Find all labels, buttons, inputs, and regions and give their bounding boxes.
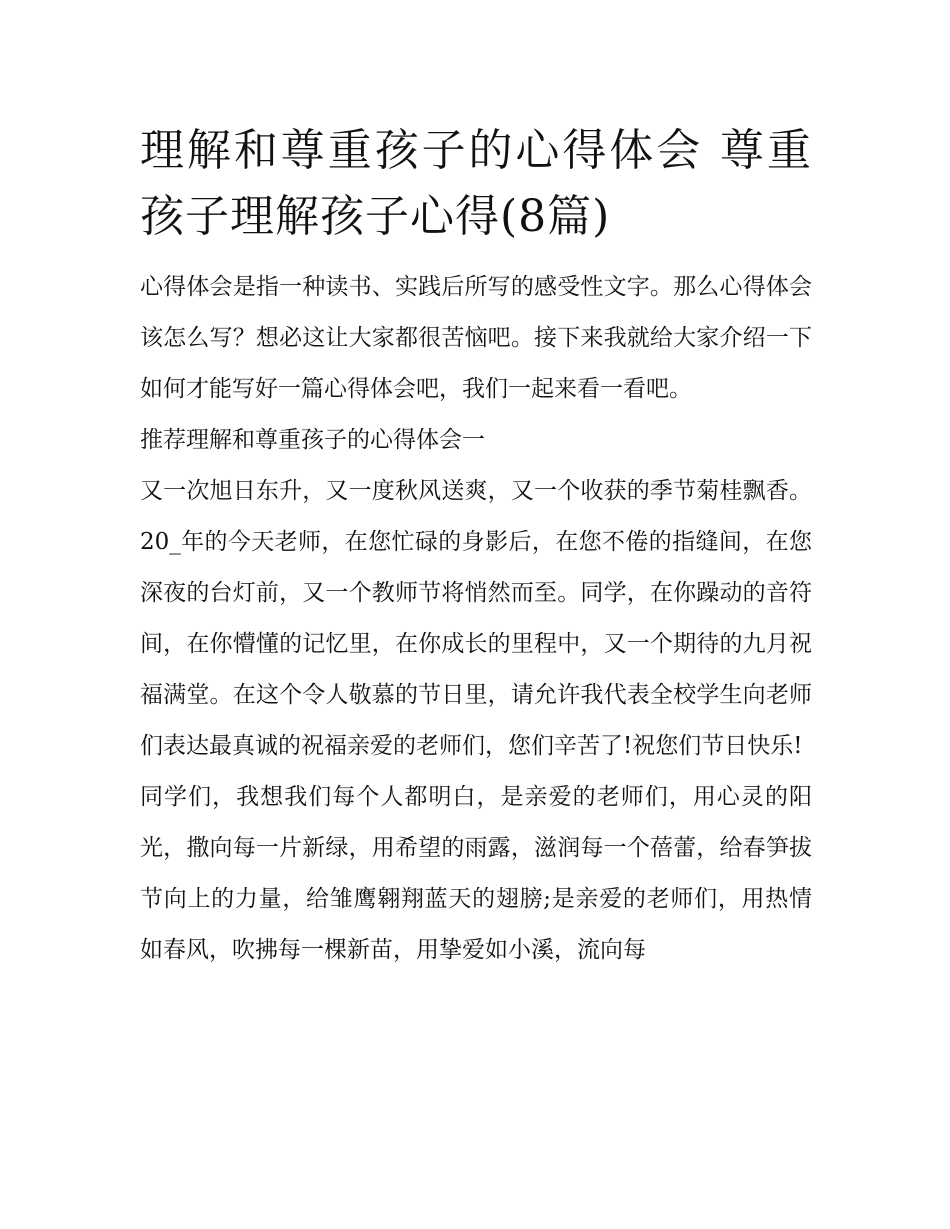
section-heading: 推荐理解和尊重孩子的心得体会一 [140, 427, 485, 453]
intro-paragraph: 心得体会是指一种读书、实践后所写的感受性文字。那么心得体会该怎么写？想必这让大家都很苦恼吧。接下来我就给大家介绍一下如何才能写好一篇心得体会吧，我们一起来看一看吧。 [140, 274, 812, 402]
document-page [140, 118, 812, 976]
document-title: 理解和尊重孩子的心得体会 尊重孩子理解孩子心得(8篇) [140, 125, 812, 242]
body-paragraph-2: 同学们，我想我们每个人都明白，是亲爱的老师们，用心灵的阳光，撒向每一片新绿，用希望的雨露，滋润每一个蓓蕾，给春笋拔节向上的力量，给雏鹰翱翔蓝天的翅膀;是亲爱的老师们，用热情如春风，吹拂每一棵新苗，用挚爱如小溪，流向每 [140, 784, 812, 963]
body-paragraph-1: 又一次旭日东升，又一度秋风送爽，又一个收获的季节菊桂飘香。20_年的今天老师，在您忙碌的身影后，在您不倦的指缝间，在您深夜的台灯前，又一个教师节将悄然而至。同学，在你躁动的音符间，在你懵懂的记忆里，在你成长的里程中，又一个期待的九月祝福满堂。在这个令人敬慕的节日里，请允许我代表全校学生向老师们表达最真诚的祝福亲爱的老师们，您们辛苦了!祝您们节日快乐! [140, 478, 812, 759]
